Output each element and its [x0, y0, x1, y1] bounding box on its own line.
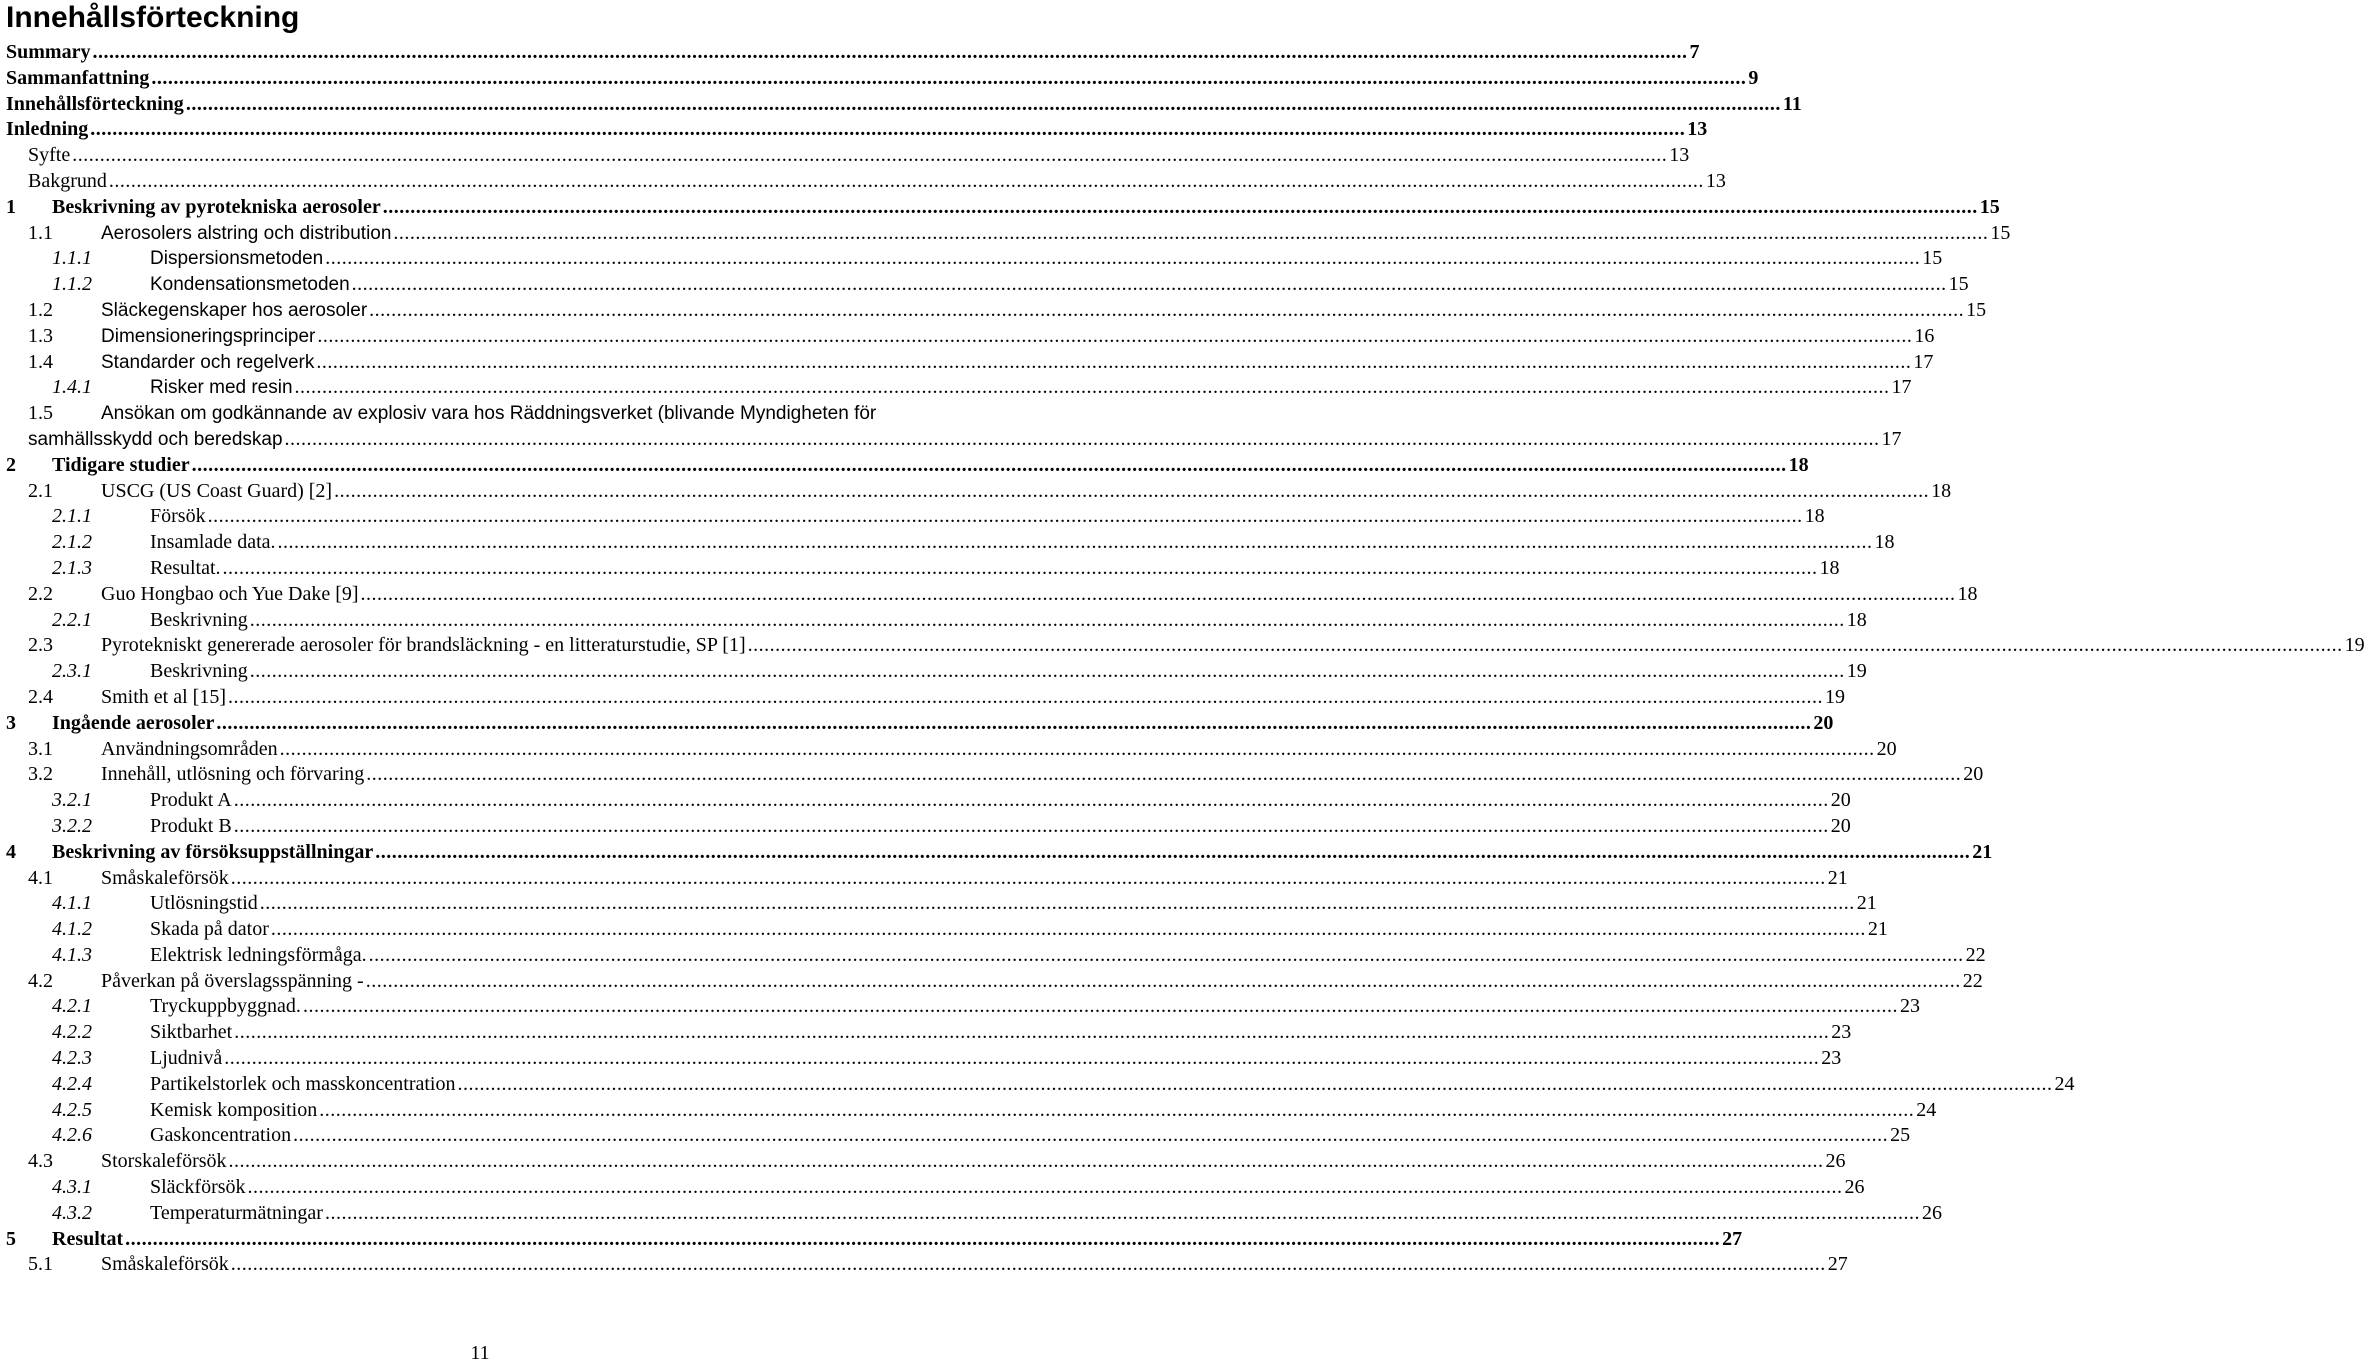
toc-entry[interactable] [0, 608, 1867, 634]
toc-dot-leader: .................................................................................................................................................................................................................................................................................................. [230, 1253, 1826, 1276]
toc-entry-page: 20 [1813, 711, 1834, 734]
toc-entry-title: Försök [150, 505, 206, 528]
toc-entry-title: Guo Hongbao och Yue Dake [9] [101, 582, 359, 605]
toc-dot-leader: .................................................................................................................................................................................................................................................................................................. [351, 273, 1947, 296]
toc-entry-number: 4.3.2 [52, 1201, 92, 1224]
toc-dot-leader: .................................................................................................................................................................................................................................................................................................. [360, 582, 1956, 605]
toc-entry[interactable] [0, 943, 1986, 969]
toc-dot-leader: .................................................................................................................................................................................................................................................................................................. [249, 608, 1845, 631]
toc-entry-page: 23 [1899, 995, 1920, 1018]
toc-dot-leader: .................................................................................................................................................................................................................................................................................................. [227, 685, 1823, 708]
toc-entry-number: 3.2.2 [52, 814, 92, 837]
toc-entry-title: Kemisk komposition [150, 1098, 318, 1121]
toc-dot-leader: .................................................................................................................................................................................................................................................................................................. [317, 324, 1913, 347]
toc-entry[interactable] [0, 221, 2011, 247]
toc-entry-title: Elektrisk ledningsförmåga. [150, 943, 367, 966]
toc-entry-title: Partikelstorlek och masskoncentration [150, 1072, 456, 1095]
toc-entry-page: 19 [1846, 660, 1867, 683]
toc-entry-number: 2.2.1 [52, 608, 92, 631]
toc-entry-page: 13 [1705, 169, 1726, 192]
toc-entry-number: 3.1 [28, 737, 53, 760]
toc-dot-leader: .................................................................................................................................................................................................................................................................................................. [185, 92, 1781, 115]
toc-entry-page: 13 [1687, 118, 1708, 141]
toc-entry-title: Ingående aerosoler [52, 711, 215, 734]
toc-entry[interactable] [0, 1098, 1937, 1124]
toc-entry[interactable] [0, 504, 1825, 530]
toc-entry-page: 15 [1979, 195, 2000, 218]
toc-dot-leader: .................................................................................................................................................................................................................................................................................................. [228, 1150, 1824, 1173]
toc-dot-leader: .................................................................................................................................................................................................................................................................................................. [249, 660, 1845, 683]
toc-entry-page: 19 [2344, 634, 2365, 657]
toc-entry-number: 2.1 [28, 479, 53, 502]
toc-entry-number: 3.2.1 [52, 789, 92, 812]
toc-entry-page: 17 [1891, 376, 1912, 399]
toc-entry-page: 7 [1689, 41, 1700, 63]
table-of-contents [0, 40, 2365, 1278]
toc-dot-leader: .................................................................................................................................................................................................................................................................................................. [222, 556, 1818, 579]
toc-entry-page: 21 [1827, 866, 1848, 889]
toc-entry-number: 3 [6, 711, 16, 734]
toc-entry-number: 1.4.1 [52, 376, 92, 399]
toc-entry-title: Småskaleförsök [101, 1253, 229, 1276]
toc-entry[interactable] [0, 530, 1895, 556]
toc-dot-leader: .................................................................................................................................................................................................................................................................................................. [316, 350, 1912, 373]
toc-dot-leader: .................................................................................................................................................................................................................................................................................................. [293, 1124, 1889, 1147]
toc-entry-number: 5 [6, 1227, 16, 1250]
toc-dot-leader: .................................................................................................................................................................................................................................................................................................. [247, 1176, 1843, 1199]
toc-entry-page: 15 [1922, 247, 1943, 270]
toc-entry-number: 4.2.6 [52, 1124, 92, 1147]
toc-entry[interactable] [0, 917, 1888, 943]
toc-entry[interactable] [0, 427, 1902, 453]
toc-entry-page: 23 [1821, 1047, 1842, 1070]
toc-entry-title: Småskaleförsök [101, 866, 229, 889]
toc-entry[interactable] [0, 1252, 1848, 1278]
toc-entry[interactable] [0, 66, 1759, 92]
toc-entry-title: Ansökan om godkännande av explosiv vara hos Räddningsverket (blivande Myndigheten för [101, 403, 877, 425]
toc-entry-page: 27 [1827, 1253, 1848, 1276]
toc-dot-leader: .................................................................................................................................................................................................................................................................................................. [224, 1047, 1820, 1070]
page-number: 11 [470, 1342, 490, 1364]
toc-entry-title: Sammanfattning [6, 66, 150, 89]
toc-entry-number: 2.4 [28, 685, 53, 708]
toc-dot-leader: .................................................................................................................................................................................................................................................................................................. [90, 118, 1686, 141]
toc-dot-leader: .................................................................................................................................................................................................................................................................................................. [369, 298, 1965, 321]
toc-entry[interactable] [0, 195, 2000, 221]
toc-entry-title: Beskrivning av försöksuppställningar [52, 840, 374, 863]
toc-entry-title: Resultat [52, 1227, 124, 1250]
toc-entry-title: Användningsområden [101, 737, 278, 760]
toc-entry-title: Ljudnivå [150, 1047, 223, 1070]
toc-entry-title: Produkt B [150, 814, 232, 837]
toc-entry-title: Tidigare studier [52, 453, 190, 476]
toc-entry-title: Aerosolers alstring och distribution [101, 222, 392, 244]
toc-entry-title: Dispersionsmetoden [150, 248, 324, 270]
toc-entry[interactable] [0, 1020, 1852, 1046]
toc-entry-title: Summary [6, 41, 91, 63]
toc-entry[interactable] [0, 1175, 1865, 1201]
toc-entry-title: Beskrivning [150, 608, 248, 631]
toc-entry-number: 1.3 [28, 324, 53, 347]
toc-entry-number: 1.1.1 [52, 247, 92, 270]
toc-entry-title: Standarder och regelverk [101, 351, 315, 373]
toc-dot-leader: .................................................................................................................................................................................................................................................................................................. [366, 763, 1962, 786]
toc-entry-number: 4.1.1 [52, 892, 92, 915]
toc-entry[interactable] [0, 685, 1845, 711]
toc-entry[interactable] [0, 1227, 1743, 1253]
toc-entry[interactable] [0, 401, 960, 427]
toc-entry-page: 23 [1831, 1021, 1852, 1044]
toc-entry-number: 4.3.1 [52, 1176, 92, 1199]
toc-entry[interactable] [0, 840, 1993, 866]
toc-entry-page: 15 [1948, 273, 1969, 296]
toc-dot-leader: .................................................................................................................................................................................................................................................................................................. [191, 453, 1787, 476]
toc-entry-title: samhällsskydd och beredskap [28, 428, 283, 450]
toc-entry-number: 1 [6, 195, 16, 218]
toc-entry-page: 26 [1921, 1201, 1942, 1224]
toc-entry-page: 15 [1990, 221, 2011, 244]
toc-dot-leader: .................................................................................................................................................................................................................................................................................................. [92, 41, 1688, 63]
toc-entry-page: 15 [1966, 298, 1987, 321]
toc-entry-page: 16 [1914, 324, 1935, 347]
toc-entry[interactable] [0, 788, 1851, 814]
toc-entry-page: 21 [1972, 840, 1993, 863]
toc-entry[interactable] [0, 814, 1851, 840]
toc-dot-leader: .................................................................................................................................................................................................................................................................................................. [259, 892, 1855, 915]
toc-entry-title: Storskaleförsök [101, 1150, 227, 1173]
toc-entry-number: 4.2.2 [52, 1021, 92, 1044]
toc-entry-title: Innehållsförteckning [6, 92, 184, 115]
toc-entry[interactable] [0, 350, 1934, 376]
toc-entry[interactable] [0, 272, 1969, 298]
toc-dot-leader: .................................................................................................................................................................................................................................................................................................. [302, 995, 1898, 1018]
page-title: Innehållsförteckning [6, 1, 300, 34]
toc-entry[interactable] [0, 143, 1690, 169]
toc-entry-title: Insamlade data. [150, 531, 276, 554]
toc-entry-number: 5.1 [28, 1253, 53, 1276]
toc-entry-number: 4 [6, 840, 16, 863]
toc-entry-title: Siktbarhet [150, 1021, 233, 1044]
toc-entry[interactable] [0, 375, 1912, 401]
toc-entry-page: 9 [1748, 66, 1759, 89]
toc-entry-number: 4.2 [28, 969, 53, 992]
toc-entry[interactable] [0, 1149, 1846, 1175]
toc-entry[interactable] [0, 659, 1867, 685]
toc-dot-leader: .................................................................................................................................................................................................................................................................................................. [207, 505, 1803, 528]
toc-entry-title: Utlösningstid [150, 892, 258, 915]
toc-entry-page: 18 [1874, 531, 1895, 554]
toc-entry[interactable] [0, 866, 1848, 892]
toc-entry-number: 2.1.3 [52, 556, 92, 579]
toc-entry-page: 18 [1846, 608, 1867, 631]
toc-dot-leader: .................................................................................................................................................................................................................................................................................................. [108, 169, 1704, 192]
toc-entry[interactable] [0, 762, 1984, 788]
toc-entry-page: 19 [1824, 685, 1845, 708]
toc-entry-page: 18 [1788, 453, 1809, 476]
toc-entry-number: 4.2.1 [52, 995, 92, 1018]
toc-dot-leader: .................................................................................................................................................................................................................................................................................................. [457, 1072, 2053, 1095]
toc-entry-number: 1.1 [28, 221, 53, 244]
toc-entry-number: 2.3.1 [52, 660, 92, 683]
toc-entry-number: 2.1.2 [52, 531, 92, 554]
toc-entry-page: 27 [1722, 1227, 1743, 1250]
toc-entry-number: 3.2 [28, 763, 53, 786]
toc-dot-leader: .................................................................................................................................................................................................................................................................................................. [393, 221, 1989, 244]
toc-entry[interactable] [0, 324, 1935, 350]
toc-entry[interactable] [0, 453, 1809, 479]
toc-entry[interactable] [0, 891, 1877, 917]
toc-entry[interactable] [0, 556, 1840, 582]
toc-dot-leader: .................................................................................................................................................................................................................................................................................................. [216, 711, 1812, 734]
toc-dot-leader: .................................................................................................................................................................................................................................................................................................. [319, 1098, 1915, 1121]
toc-dot-leader: .................................................................................................................................................................................................................................................................................................. [233, 789, 1829, 812]
toc-entry[interactable] [0, 1201, 1942, 1227]
toc-entry-number: 2.2 [28, 582, 53, 605]
toc-entry-number: 2.1.1 [52, 505, 92, 528]
toc-entry[interactable] [0, 1123, 1911, 1149]
toc-entry[interactable] [0, 969, 1983, 995]
toc-entry-title: Risker med resin [150, 377, 293, 399]
toc-dot-leader: .................................................................................................................................................................................................................................................................................................. [325, 247, 1921, 270]
toc-entry[interactable] [0, 1046, 1842, 1072]
toc-entry-page: 26 [1844, 1176, 1865, 1199]
toc-entry-page: 22 [1962, 969, 1983, 992]
toc-entry-title: Gaskoncentration [150, 1124, 292, 1147]
toc-entry-page: 18 [1931, 479, 1952, 502]
toc-entry[interactable] [0, 479, 1952, 505]
toc-entry-number: 4.3 [28, 1150, 53, 1173]
toc-dot-leader: .................................................................................................................................................................................................................................................................................................. [382, 195, 1978, 218]
toc-entry[interactable] [0, 40, 1700, 66]
toc-entry-title: USCG (US Coast Guard) [2] [101, 479, 333, 502]
toc-entry-number: 4.1 [28, 866, 53, 889]
toc-entry-title: Släckegenskaper hos aerosoler [101, 299, 368, 321]
toc-dot-leader: .................................................................................................................................................................................................................................................................................................. [72, 144, 1668, 167]
toc-entry-number: 2.3 [28, 634, 53, 657]
toc-entry-title: Pyrotekniskt genererade aerosoler för brandsläckning - en litteraturstudie, SP [1] [101, 634, 746, 657]
toc-entry-title: Tryckuppbyggnad. [150, 995, 301, 1018]
toc-dot-leader: .................................................................................................................................................................................................................................................................................................. [277, 531, 1873, 554]
toc-entry-number: 1.4 [28, 350, 53, 373]
toc-entry-title: Inledning [6, 118, 89, 141]
toc-entry-page: 22 [1965, 943, 1986, 966]
toc-dot-leader: .................................................................................................................................................................................................................................................................................................. [324, 1201, 1920, 1224]
toc-dot-leader: .................................................................................................................................................................................................................................................................................................. [294, 376, 1890, 399]
toc-dot-leader: .................................................................................................................................................................................................................................................................................................. [234, 1021, 1830, 1044]
toc-entry-number: 4.2.3 [52, 1047, 92, 1070]
toc-entry-page: 11 [1782, 92, 1802, 115]
toc-dot-leader: .................................................................................................................................................................................................................................................................................................. [747, 634, 2343, 657]
toc-entry[interactable] [0, 1072, 2075, 1098]
toc-entry-title: Resultat. [150, 556, 221, 579]
toc-entry[interactable] [0, 246, 1943, 272]
toc-entry-page: 18 [1957, 582, 1978, 605]
toc-entry-title: Dimensioneringsprinciper [101, 325, 316, 347]
toc-entry-title: Beskrivning [150, 660, 248, 683]
toc-dot-leader: .................................................................................................................................................................................................................................................................................................. [233, 814, 1829, 837]
toc-entry[interactable] [0, 92, 1802, 118]
toc-entry-page: 21 [1867, 918, 1888, 941]
toc-entry-page: 20 [1830, 814, 1851, 837]
toc-entry-page: 20 [1876, 737, 1897, 760]
toc-entry-title: Beskrivning av pyrotekniska aerosoler [52, 195, 381, 218]
toc-entry-title: Bakgrund [28, 169, 107, 192]
toc-entry-title: Släckförsök [150, 1176, 246, 1199]
toc-entry[interactable] [0, 117, 1708, 143]
toc-entry-page: 24 [2054, 1072, 2075, 1095]
toc-entry[interactable] [0, 582, 1978, 608]
toc-entry-number: 4.2.5 [52, 1098, 92, 1121]
toc-entry-title: Påverkan på överslagsspänning - [101, 969, 364, 992]
toc-entry-page: 26 [1825, 1150, 1846, 1173]
toc-entry-title: Temperaturmätningar [150, 1201, 323, 1224]
toc-dot-leader: .................................................................................................................................................................................................................................................................................................. [365, 969, 1961, 992]
toc-entry-page: 13 [1669, 144, 1690, 167]
toc-entry-title: Smith et al [15] [101, 685, 226, 708]
toc-dot-leader: .................................................................................................................................................................................................................................................................................................. [334, 479, 1930, 502]
toc-entry-page: 18 [1819, 556, 1840, 579]
toc-entry-title: Skada på dator [150, 918, 269, 941]
toc-dot-leader: .................................................................................................................................................................................................................................................................................................. [279, 737, 1875, 760]
toc-entry-page: 20 [1963, 763, 1984, 786]
toc-dot-leader: .................................................................................................................................................................................................................................................................................................. [284, 427, 1880, 450]
toc-entry-title: Kondensationsmetoden [150, 274, 350, 296]
toc-entry-number: 4.2.4 [52, 1072, 92, 1095]
toc-entry-number: 4.1.3 [52, 943, 92, 966]
toc-entry[interactable] [0, 711, 1834, 737]
toc-entry[interactable] [0, 737, 1897, 763]
toc-entry-number: 4.1.2 [52, 918, 92, 941]
toc-dot-leader: .................................................................................................................................................................................................................................................................................................. [125, 1227, 1721, 1250]
toc-dot-leader: .................................................................................................................................................................................................................................................................................................. [375, 840, 1971, 863]
toc-entry-number: 1.2 [28, 298, 53, 321]
toc-entry-title: Produkt A [150, 789, 232, 812]
toc-dot-leader: .................................................................................................................................................................................................................................................................................................. [368, 943, 1964, 966]
toc-entry-number: 1.5 [28, 402, 53, 425]
toc-entry-page: 17 [1913, 350, 1934, 373]
toc-entry[interactable] [0, 298, 1987, 324]
toc-entry[interactable] [0, 633, 2365, 659]
toc-dot-leader: .................................................................................................................................................................................................................................................................................................. [151, 66, 1747, 89]
toc-entry-page: 24 [1916, 1098, 1937, 1121]
toc-entry-page: 20 [1830, 789, 1851, 812]
toc-entry[interactable] [0, 169, 1726, 195]
toc-dot-leader: .................................................................................................................................................................................................................................................................................................. [230, 866, 1826, 889]
toc-entry-number: 2 [6, 453, 16, 476]
toc-entry-title: Syfte [28, 144, 71, 167]
toc-dot-leader: .................................................................................................................................................................................................................................................................................................. [270, 918, 1866, 941]
toc-entry-page: 17 [1881, 427, 1902, 450]
toc-entry-page: 21 [1856, 892, 1877, 915]
toc-entry-number: 1.1.2 [52, 273, 92, 296]
toc-entry-page: 25 [1890, 1124, 1911, 1147]
toc-entry-page: 18 [1804, 505, 1825, 528]
toc-entry[interactable] [0, 994, 1920, 1020]
toc-entry-title: Innehåll, utlösning och förvaring [101, 763, 365, 786]
